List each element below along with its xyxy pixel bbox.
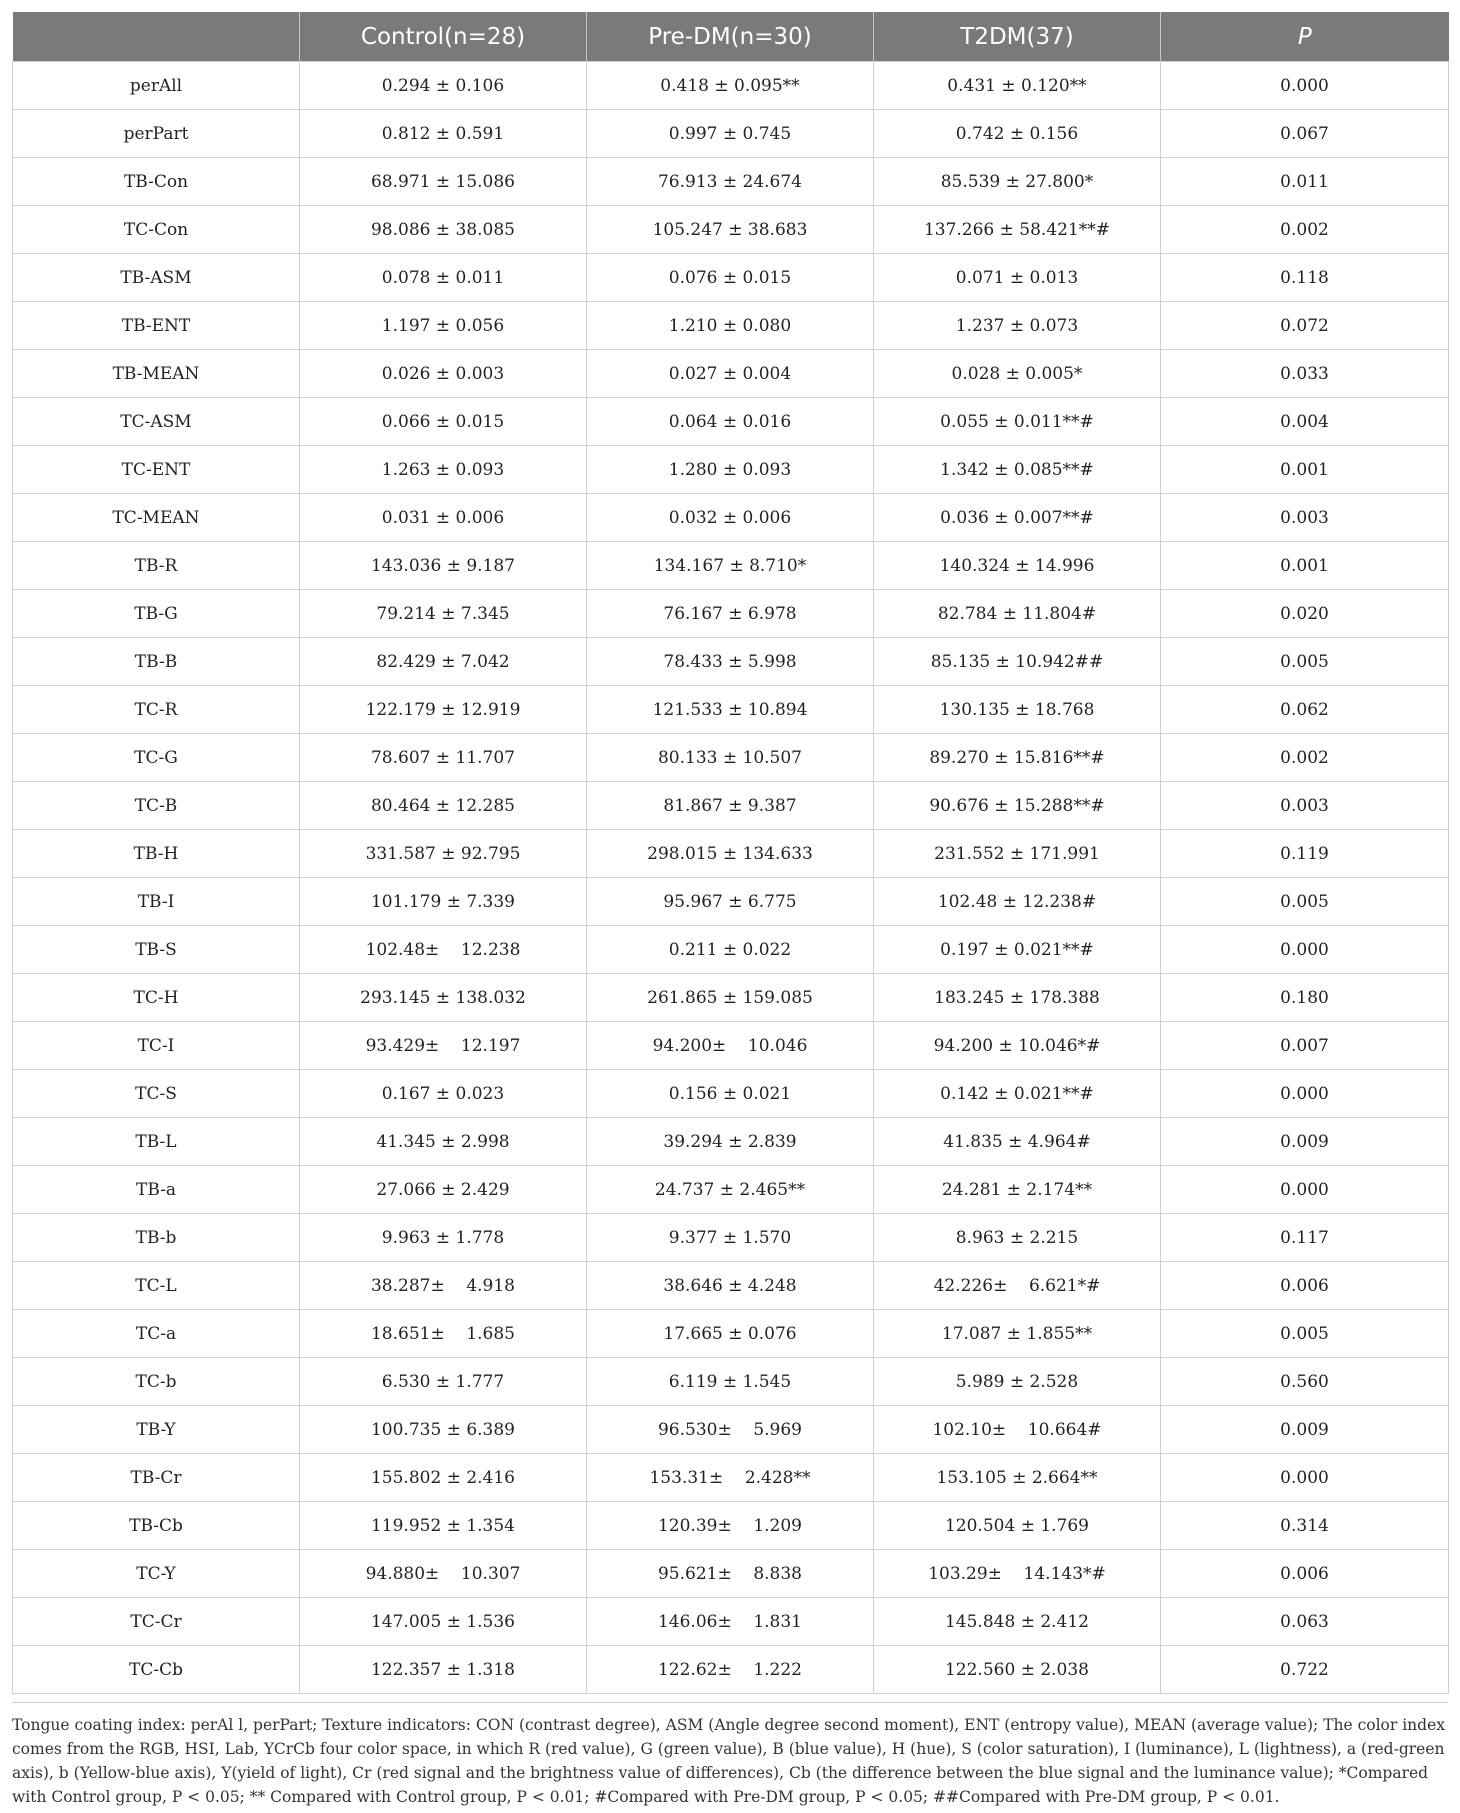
table-row <box>13 302 1449 350</box>
row-label: TB-ASM <box>13 254 300 302</box>
t2dm-value: 153.105 ± 2.664** <box>874 1454 1161 1502</box>
pre-dm-value: 96.530± 5.969 <box>587 1406 874 1454</box>
row-label: TC-R <box>13 686 300 734</box>
row-label: perPart <box>13 110 300 158</box>
t2dm-value: 145.848 ± 2.412 <box>874 1598 1161 1646</box>
row-label: TC-a <box>13 1310 300 1358</box>
table-row <box>13 1118 1449 1166</box>
t2dm-value: 0.431 ± 0.120** <box>874 62 1161 110</box>
table-row <box>13 686 1449 734</box>
table-row <box>13 1214 1449 1262</box>
p-value: 0.002 <box>1161 734 1449 782</box>
row-label: TC-Cr <box>13 1598 300 1646</box>
control-value: 155.802 ± 2.416 <box>300 1454 587 1502</box>
table-row <box>13 638 1449 686</box>
table-row <box>13 398 1449 446</box>
pre-dm-value: 153.31± 2.428** <box>587 1454 874 1502</box>
control-value: 80.464 ± 12.285 <box>300 782 587 830</box>
p-value: 0.020 <box>1161 590 1449 638</box>
table-row <box>13 350 1449 398</box>
t2dm-value: 90.676 ± 15.288**# <box>874 782 1161 830</box>
p-value: 0.009 <box>1161 1406 1449 1454</box>
pre-dm-value: 261.865 ± 159.085 <box>587 974 874 1022</box>
row-label: TC-Y <box>13 1550 300 1598</box>
table-row <box>13 1502 1449 1550</box>
control-value: 331.587 ± 92.795 <box>300 830 587 878</box>
header-p-value: P <box>1161 12 1449 62</box>
row-label: TB-G <box>13 590 300 638</box>
row-label: TB-Cb <box>13 1502 300 1550</box>
table-row <box>13 110 1449 158</box>
table-row <box>13 974 1449 1022</box>
t2dm-value: 0.055 ± 0.011**# <box>874 398 1161 446</box>
control-value: 122.357 ± 1.318 <box>300 1646 587 1694</box>
row-label: TB-R <box>13 542 300 590</box>
p-value: 0.000 <box>1161 1070 1449 1118</box>
row-label: TB-S <box>13 926 300 974</box>
control-value: 147.005 ± 1.536 <box>300 1598 587 1646</box>
t2dm-value: 5.989 ± 2.528 <box>874 1358 1161 1406</box>
row-label: perAll <box>13 62 300 110</box>
t2dm-value: 0.197 ± 0.021**# <box>874 926 1161 974</box>
table-body <box>13 62 1449 1694</box>
row-label: TC-L <box>13 1262 300 1310</box>
control-value: 18.651± 1.685 <box>300 1310 587 1358</box>
control-value: 100.735 ± 6.389 <box>300 1406 587 1454</box>
pre-dm-value: 0.032 ± 0.006 <box>587 494 874 542</box>
p-value: 0.005 <box>1161 638 1449 686</box>
t2dm-value: 102.10± 10.664# <box>874 1406 1161 1454</box>
pre-dm-value: 94.200± 10.046 <box>587 1022 874 1070</box>
row-label: TC-H <box>13 974 300 1022</box>
control-value: 68.971 ± 15.086 <box>300 158 587 206</box>
row-label: TB-Cr <box>13 1454 300 1502</box>
row-label: TB-b <box>13 1214 300 1262</box>
table-row <box>13 542 1449 590</box>
t2dm-value: 102.48 ± 12.238# <box>874 878 1161 926</box>
pre-dm-value: 78.433 ± 5.998 <box>587 638 874 686</box>
table-row <box>13 1550 1449 1598</box>
table-row <box>13 590 1449 638</box>
row-label: TB-I <box>13 878 300 926</box>
row-label: TB-H <box>13 830 300 878</box>
results-table <box>12 12 1449 1694</box>
pre-dm-value: 0.076 ± 0.015 <box>587 254 874 302</box>
row-label: TB-ENT <box>13 302 300 350</box>
table-row <box>13 1262 1449 1310</box>
row-label: TB-Con <box>13 158 300 206</box>
table-row <box>13 1166 1449 1214</box>
table-row <box>13 1406 1449 1454</box>
t2dm-value: 137.266 ± 58.421**# <box>874 206 1161 254</box>
t2dm-value: 183.245 ± 178.388 <box>874 974 1161 1022</box>
t2dm-value: 0.028 ± 0.005* <box>874 350 1161 398</box>
row-label: TC-G <box>13 734 300 782</box>
row-label: TB-L <box>13 1118 300 1166</box>
pre-dm-value: 105.247 ± 38.683 <box>587 206 874 254</box>
pre-dm-value: 0.997 ± 0.745 <box>587 110 874 158</box>
table-header <box>13 12 1449 62</box>
control-value: 143.036 ± 9.187 <box>300 542 587 590</box>
p-value: 0.011 <box>1161 158 1449 206</box>
pre-dm-value: 0.418 ± 0.095** <box>587 62 874 110</box>
pre-dm-value: 24.737 ± 2.465** <box>587 1166 874 1214</box>
control-value: 41.345 ± 2.998 <box>300 1118 587 1166</box>
t2dm-value: 120.504 ± 1.769 <box>874 1502 1161 1550</box>
table-row <box>13 446 1449 494</box>
t2dm-value: 94.200 ± 10.046*# <box>874 1022 1161 1070</box>
t2dm-value: 41.835 ± 4.964# <box>874 1118 1161 1166</box>
pre-dm-value: 0.064 ± 0.016 <box>587 398 874 446</box>
t2dm-value: 17.087 ± 1.855** <box>874 1310 1161 1358</box>
table-row <box>13 1310 1449 1358</box>
header-indicator <box>13 12 300 62</box>
row-label: TB-B <box>13 638 300 686</box>
p-value: 0.180 <box>1161 974 1449 1022</box>
table-row <box>13 494 1449 542</box>
p-value: 0.005 <box>1161 1310 1449 1358</box>
p-value: 0.062 <box>1161 686 1449 734</box>
p-value: 0.000 <box>1161 926 1449 974</box>
header-t2dm: T2DM(37) <box>874 12 1161 62</box>
table-row <box>13 1598 1449 1646</box>
pre-dm-value: 0.211 ± 0.022 <box>587 926 874 974</box>
p-value: 0.001 <box>1161 542 1449 590</box>
p-value: 0.006 <box>1161 1550 1449 1598</box>
pre-dm-value: 39.294 ± 2.839 <box>587 1118 874 1166</box>
p-value: 0.005 <box>1161 878 1449 926</box>
pre-dm-value: 9.377 ± 1.570 <box>587 1214 874 1262</box>
table-row <box>13 1358 1449 1406</box>
table-footnote: Tongue coating index: perAl l, perPart; Texture indicators: CON (contrast degree), ASM (Angle degree second moment), ENT (entropy value), MEAN (average value); The color index comes from the RGB, HSI, Lab, YCrCb four color space, in which R (red value), G (green value), B (blue value), H (hue), S (color saturation), I (luminance), L (lightness), a (red-green axis), b (Yellow-blue axis), Y(yield of light), Cr (red signal and the brightness value of differences), Cb (the difference between the blue signal and the luminance value); *Compared with Control group, P < 0.05; ** Compared with Control group, P < 0.01; #Compared with Pre-DM group, P < 0.05; ##Compared with Pre-DM group, P < 0.01. <box>12 1702 1448 1809</box>
row-label: TB-a <box>13 1166 300 1214</box>
pre-dm-value: 121.533 ± 10.894 <box>587 686 874 734</box>
p-value: 0.000 <box>1161 1454 1449 1502</box>
t2dm-value: 130.135 ± 18.768 <box>874 686 1161 734</box>
pre-dm-value: 81.867 ± 9.387 <box>587 782 874 830</box>
row-label: TC-b <box>13 1358 300 1406</box>
control-value: 82.429 ± 7.042 <box>300 638 587 686</box>
pre-dm-value: 1.210 ± 0.080 <box>587 302 874 350</box>
p-value: 0.119 <box>1161 830 1449 878</box>
control-value: 293.145 ± 138.032 <box>300 974 587 1022</box>
p-value: 0.007 <box>1161 1022 1449 1070</box>
t2dm-value: 85.539 ± 27.800* <box>874 158 1161 206</box>
t2dm-value: 89.270 ± 15.816**# <box>874 734 1161 782</box>
table-row <box>13 62 1449 110</box>
t2dm-value: 24.281 ± 2.174** <box>874 1166 1161 1214</box>
t2dm-value: 231.552 ± 171.991 <box>874 830 1161 878</box>
control-value: 27.066 ± 2.429 <box>300 1166 587 1214</box>
control-value: 93.429± 12.197 <box>300 1022 587 1070</box>
p-value: 0.004 <box>1161 398 1449 446</box>
row-label: TC-ASM <box>13 398 300 446</box>
pre-dm-value: 0.027 ± 0.004 <box>587 350 874 398</box>
pre-dm-value: 146.06± 1.831 <box>587 1598 874 1646</box>
control-value: 38.287± 4.918 <box>300 1262 587 1310</box>
row-label: TC-Con <box>13 206 300 254</box>
p-value: 0.033 <box>1161 350 1449 398</box>
pre-dm-value: 0.156 ± 0.021 <box>587 1070 874 1118</box>
pre-dm-value: 122.62± 1.222 <box>587 1646 874 1694</box>
header-control: Control(n=28) <box>300 12 587 62</box>
t2dm-value: 82.784 ± 11.804# <box>874 590 1161 638</box>
p-value: 0.000 <box>1161 1166 1449 1214</box>
table-row <box>13 1646 1449 1694</box>
t2dm-value: 0.071 ± 0.013 <box>874 254 1161 302</box>
pre-dm-value: 76.913 ± 24.674 <box>587 158 874 206</box>
p-value: 0.009 <box>1161 1118 1449 1166</box>
table-row <box>13 1070 1449 1118</box>
p-value: 0.063 <box>1161 1598 1449 1646</box>
row-label: TC-I <box>13 1022 300 1070</box>
p-value: 0.000 <box>1161 62 1449 110</box>
control-value: 122.179 ± 12.919 <box>300 686 587 734</box>
pre-dm-value: 95.621± 8.838 <box>587 1550 874 1598</box>
p-value: 0.003 <box>1161 494 1449 542</box>
pre-dm-value: 80.133 ± 10.507 <box>587 734 874 782</box>
p-value: 0.006 <box>1161 1262 1449 1310</box>
control-value: 0.066 ± 0.015 <box>300 398 587 446</box>
t2dm-value: 8.963 ± 2.215 <box>874 1214 1161 1262</box>
table-row <box>13 1454 1449 1502</box>
control-value: 1.197 ± 0.056 <box>300 302 587 350</box>
table-row <box>13 158 1449 206</box>
t2dm-value: 0.142 ± 0.021**# <box>874 1070 1161 1118</box>
t2dm-value: 122.560 ± 2.038 <box>874 1646 1161 1694</box>
t2dm-value: 1.237 ± 0.073 <box>874 302 1161 350</box>
table-row <box>13 878 1449 926</box>
pre-dm-value: 6.119 ± 1.545 <box>587 1358 874 1406</box>
header-pre-dm: Pre-DM(n=30) <box>587 12 874 62</box>
table-row <box>13 926 1449 974</box>
control-value: 101.179 ± 7.339 <box>300 878 587 926</box>
table-row <box>13 830 1449 878</box>
table-row <box>13 1022 1449 1070</box>
control-value: 6.530 ± 1.777 <box>300 1358 587 1406</box>
pre-dm-value: 76.167 ± 6.978 <box>587 590 874 638</box>
p-value: 0.117 <box>1161 1214 1449 1262</box>
table-row <box>13 734 1449 782</box>
pre-dm-value: 120.39± 1.209 <box>587 1502 874 1550</box>
table-container <box>12 12 1448 1809</box>
pre-dm-value: 95.967 ± 6.775 <box>587 878 874 926</box>
row-label: TC-B <box>13 782 300 830</box>
p-value: 0.560 <box>1161 1358 1449 1406</box>
t2dm-value: 85.135 ± 10.942## <box>874 638 1161 686</box>
control-value: 94.880± 10.307 <box>300 1550 587 1598</box>
control-value: 9.963 ± 1.778 <box>300 1214 587 1262</box>
pre-dm-value: 1.280 ± 0.093 <box>587 446 874 494</box>
control-value: 1.263 ± 0.093 <box>300 446 587 494</box>
table-row <box>13 206 1449 254</box>
table-row <box>13 782 1449 830</box>
t2dm-value: 0.742 ± 0.156 <box>874 110 1161 158</box>
control-value: 79.214 ± 7.345 <box>300 590 587 638</box>
pre-dm-value: 134.167 ± 8.710* <box>587 542 874 590</box>
t2dm-value: 1.342 ± 0.085**# <box>874 446 1161 494</box>
control-value: 102.48± 12.238 <box>300 926 587 974</box>
p-value: 0.314 <box>1161 1502 1449 1550</box>
t2dm-value: 103.29± 14.143*# <box>874 1550 1161 1598</box>
p-value: 0.001 <box>1161 446 1449 494</box>
control-value: 78.607 ± 11.707 <box>300 734 587 782</box>
p-value: 0.002 <box>1161 206 1449 254</box>
row-label: TC-ENT <box>13 446 300 494</box>
p-value: 0.067 <box>1161 110 1449 158</box>
control-value: 0.078 ± 0.011 <box>300 254 587 302</box>
t2dm-value: 140.324 ± 14.996 <box>874 542 1161 590</box>
row-label: TC-Cb <box>13 1646 300 1694</box>
control-value: 0.031 ± 0.006 <box>300 494 587 542</box>
row-label: TB-Y <box>13 1406 300 1454</box>
p-value: 0.072 <box>1161 302 1449 350</box>
row-label: TB-MEAN <box>13 350 300 398</box>
row-label: TC-MEAN <box>13 494 300 542</box>
table-row <box>13 254 1449 302</box>
t2dm-value: 0.036 ± 0.007**# <box>874 494 1161 542</box>
control-value: 119.952 ± 1.354 <box>300 1502 587 1550</box>
pre-dm-value: 17.665 ± 0.076 <box>587 1310 874 1358</box>
control-value: 0.026 ± 0.003 <box>300 350 587 398</box>
control-value: 0.812 ± 0.591 <box>300 110 587 158</box>
p-value: 0.003 <box>1161 782 1449 830</box>
control-value: 98.086 ± 38.085 <box>300 206 587 254</box>
control-value: 0.167 ± 0.023 <box>300 1070 587 1118</box>
pre-dm-value: 38.646 ± 4.248 <box>587 1262 874 1310</box>
row-label: TC-S <box>13 1070 300 1118</box>
t2dm-value: 42.226± 6.621*# <box>874 1262 1161 1310</box>
p-value: 0.722 <box>1161 1646 1449 1694</box>
p-value: 0.118 <box>1161 254 1449 302</box>
pre-dm-value: 298.015 ± 134.633 <box>587 830 874 878</box>
control-value: 0.294 ± 0.106 <box>300 62 587 110</box>
header-row <box>13 12 1449 62</box>
